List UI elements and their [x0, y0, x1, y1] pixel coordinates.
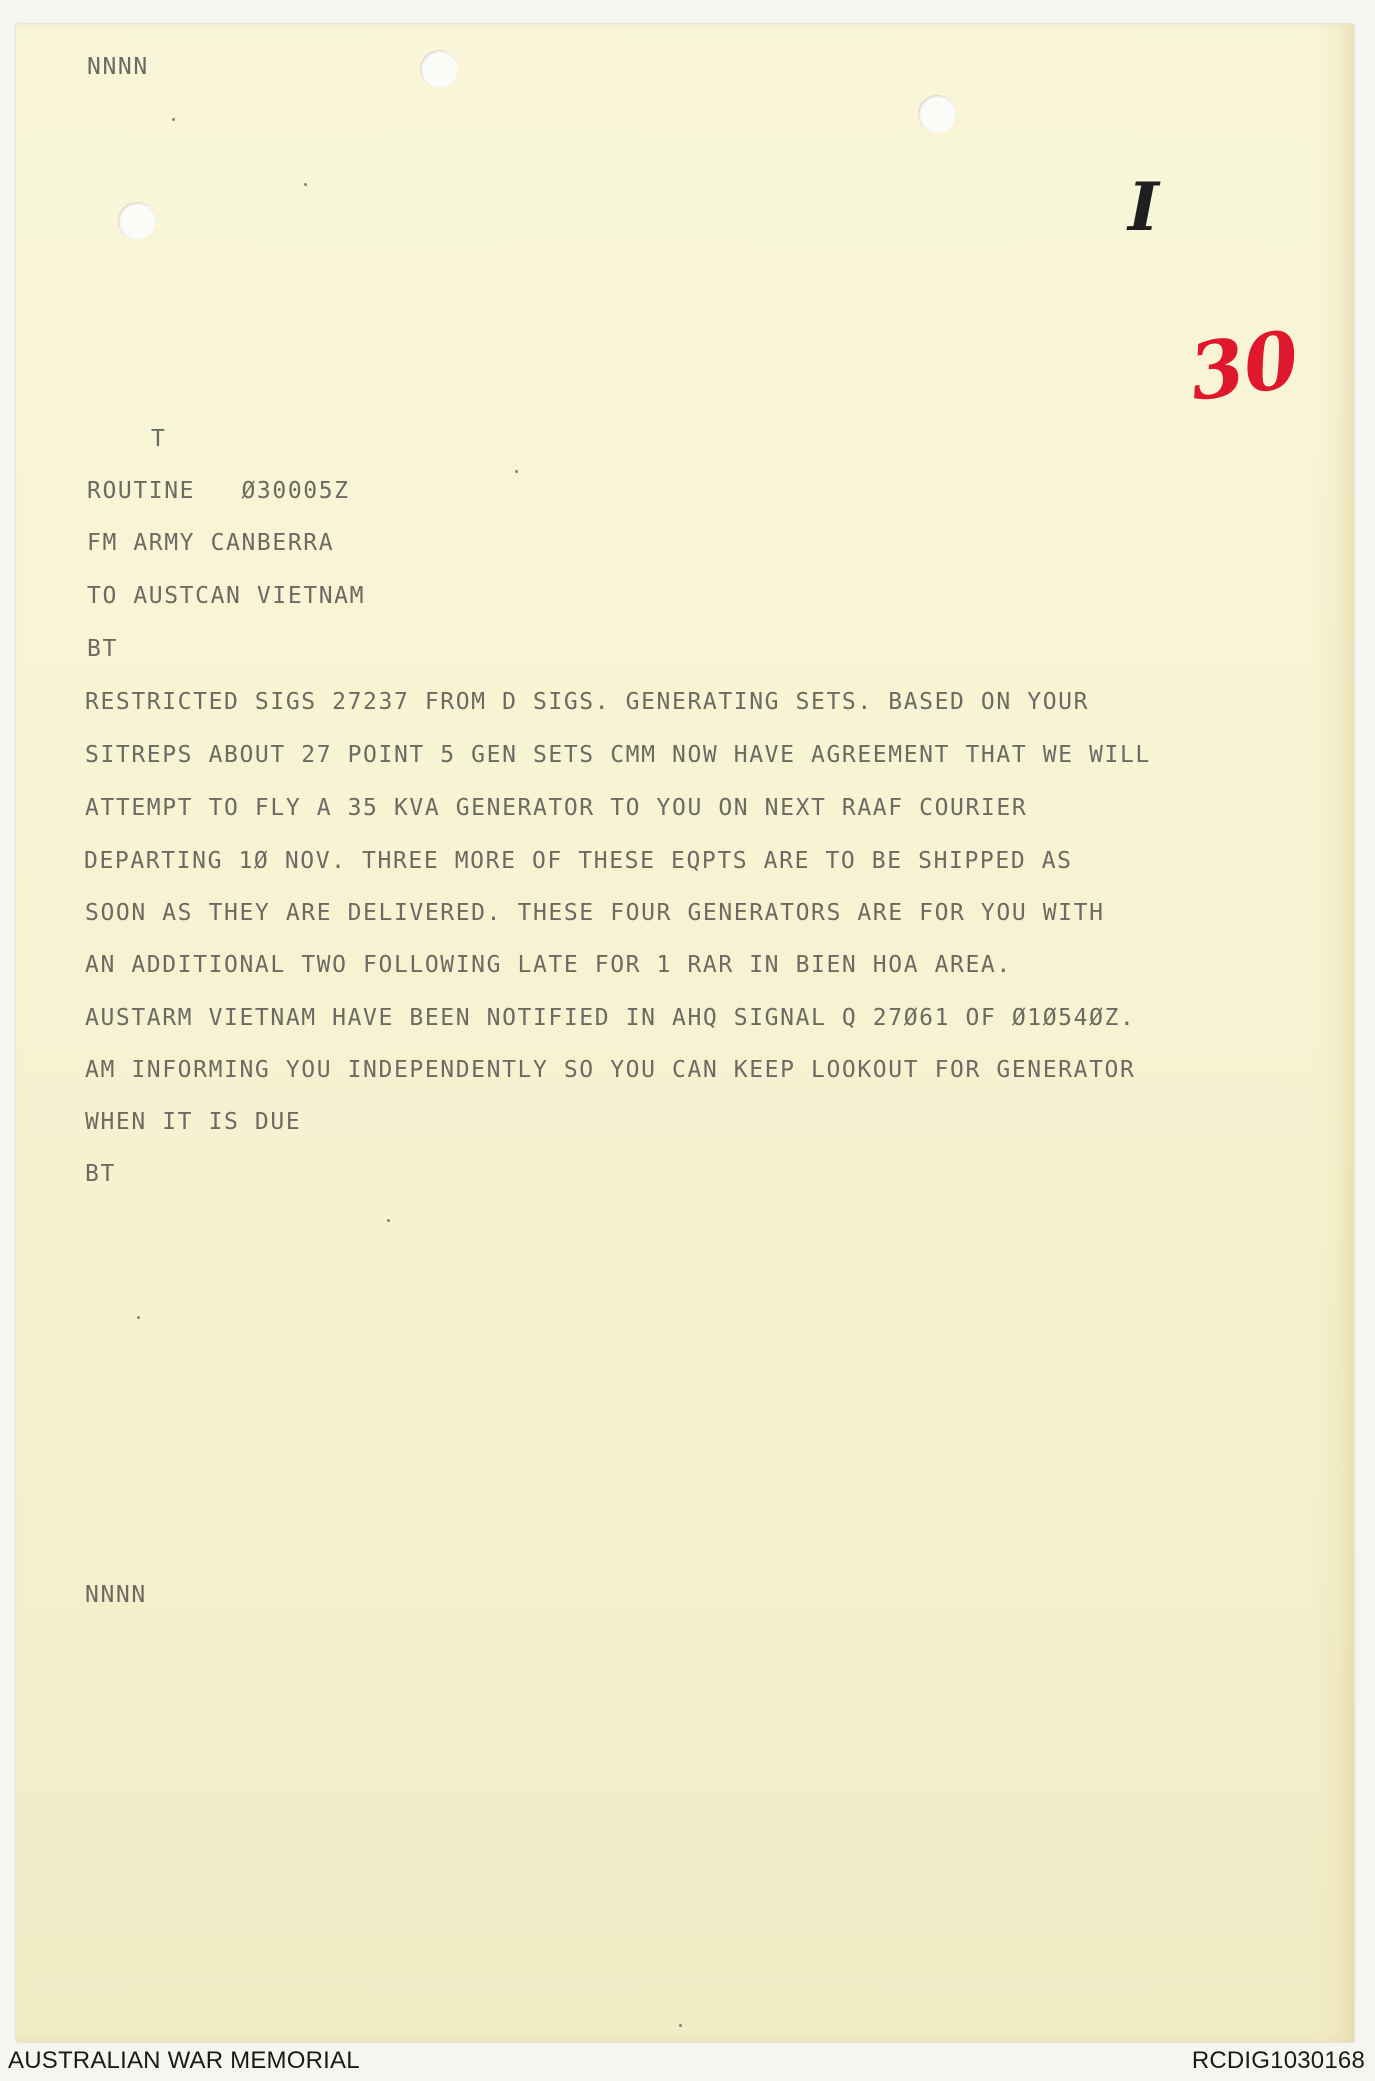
message-body-line: AUSTARM VIETNAM HAVE BEEN NOTIFIED IN AHQ SIGNAL Q 27Ø61 OF Ø1Ø54ØZ. [85, 1005, 1136, 1031]
paper-speck [679, 2024, 682, 2027]
paper-speck [387, 1219, 390, 1222]
precedence-line: ROUTINE Ø30005Z [87, 478, 350, 504]
header-code: NNNN [87, 54, 149, 80]
handwritten-roman-numeral: I [1128, 168, 1159, 246]
message-body-line: DEPARTING 1Ø NOV. THREE MORE OF THESE EQPTS ARE TO BE SHIPPED AS [84, 848, 1073, 874]
message-body-line: SITREPS ABOUT 27 POINT 5 GEN SETS CMM NOW HAVE AGREEMENT THAT WE WILL [85, 742, 1151, 768]
paper-speck [137, 1316, 140, 1319]
from-line: FM ARMY CANBERRA [87, 530, 335, 556]
message-body-line: AM INFORMING YOU INDEPENDENTLY SO YOU CAN KEEP LOOKOUT FOR GENERATOR [85, 1057, 1136, 1083]
message-body-line: RESTRICTED SIGS 27237 FROM D SIGS. GENERATING SETS. BASED ON YOUR [85, 689, 1090, 715]
transmit-flag: T [151, 426, 167, 452]
message-body-line: WHEN IT IS DUE [85, 1109, 302, 1135]
message-body-line: AN ADDITIONAL TWO FOLLOWING LATE FOR 1 RAR IN BIEN HOA AREA. [85, 952, 1012, 978]
footer-code: NNNN [85, 1582, 147, 1608]
telegram-sheet [16, 24, 1354, 2042]
paper-speck [304, 183, 307, 186]
message-body-line: SOON AS THEY ARE DELIVERED. THESE FOUR GENERATORS ARE FOR YOU WITH [85, 900, 1105, 926]
break-end: BT [85, 1161, 116, 1187]
paper-speck [172, 118, 175, 121]
punch-hole-top-left [420, 50, 458, 88]
archive-institution-label: AUSTRALIAN WAR MEMORIAL [8, 2047, 360, 2074]
archive-item-id: RCDIG1030168 [1191, 2047, 1365, 2074]
message-body-line: ATTEMPT TO FLY A 35 KVA GENERATOR TO YOU ON NEXT RAAF COURIER [85, 795, 1028, 821]
paper-edge-shading [1314, 24, 1354, 2042]
punch-hole-left [118, 202, 156, 240]
paper-speck [515, 470, 518, 473]
punch-hole-top-right [918, 95, 956, 133]
to-line: TO AUSTCAN VIETNAM [87, 583, 366, 609]
handwritten-red-folio-number: 30 [1184, 313, 1305, 420]
break-start: BT [87, 636, 118, 662]
